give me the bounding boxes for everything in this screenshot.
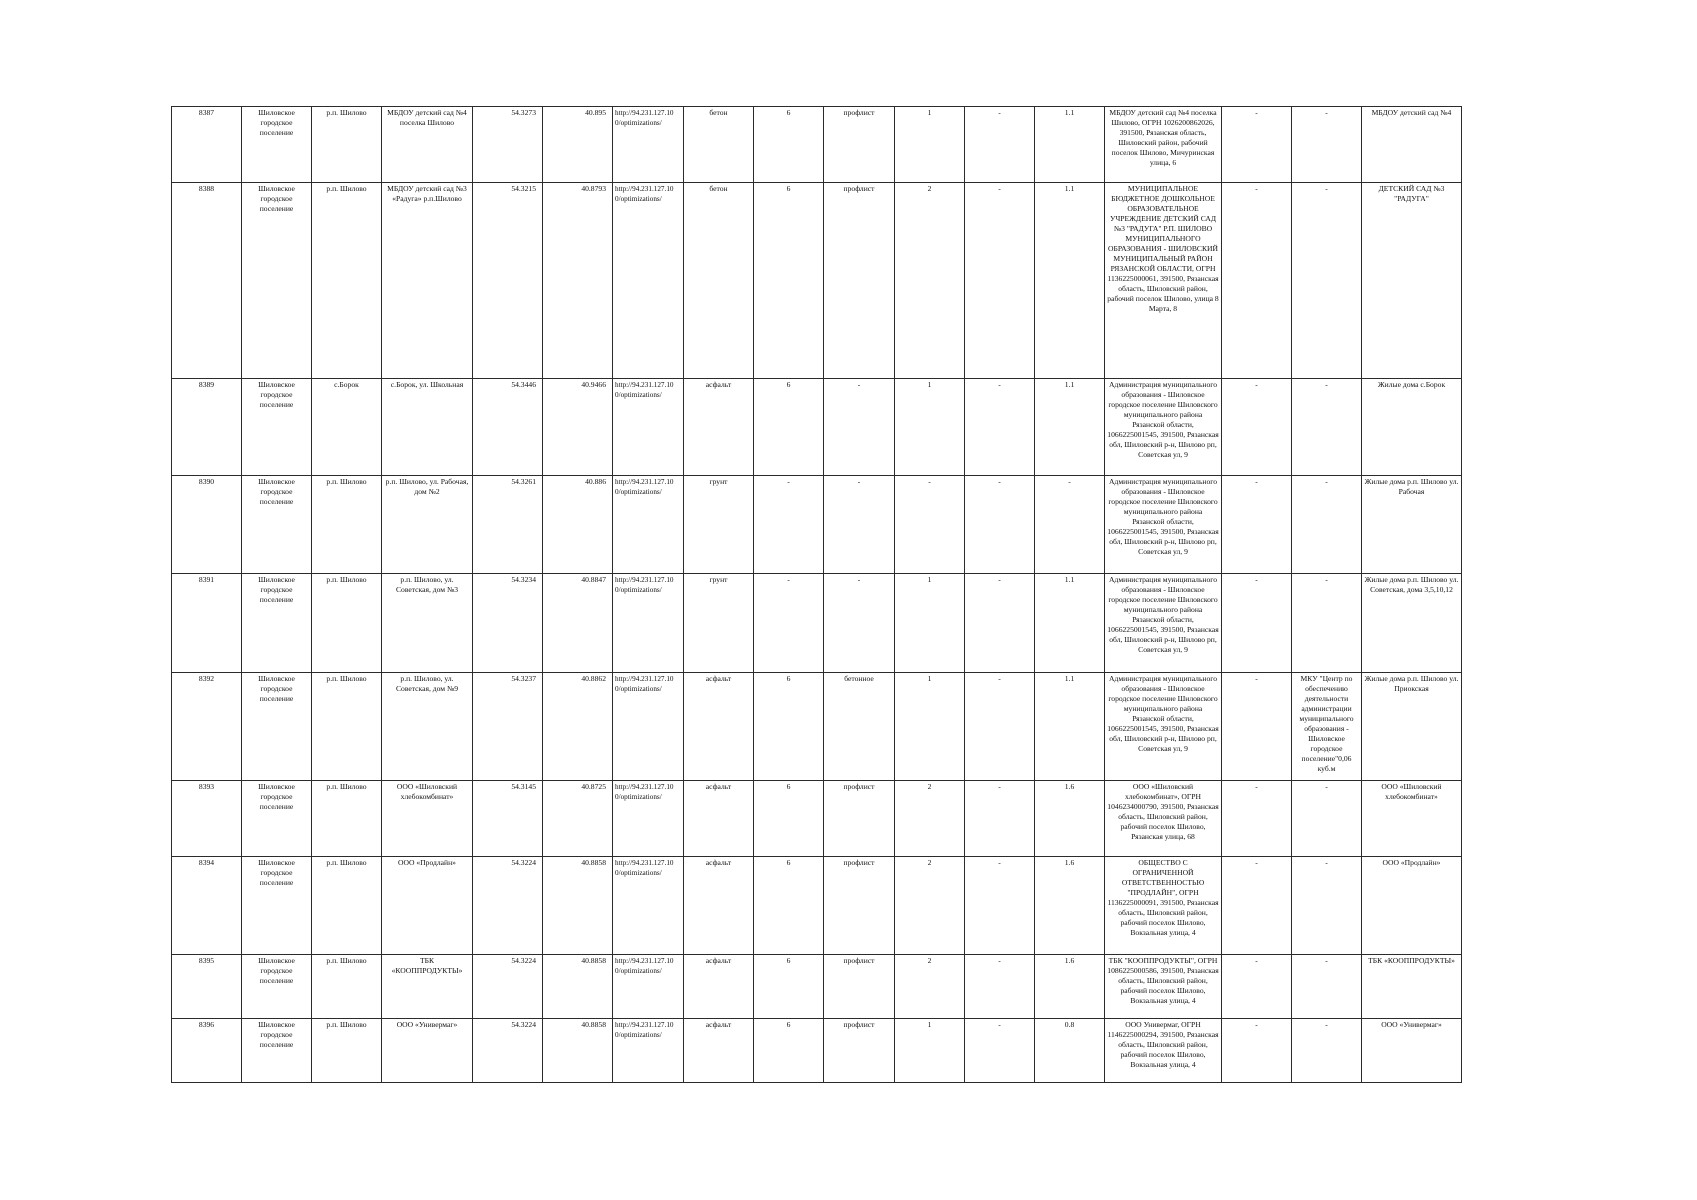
- id-cell: 8387: [172, 107, 242, 183]
- settlement-cell: Шиловское городское поселение: [242, 183, 312, 379]
- settlement-cell: Шиловское городское поселение: [242, 107, 312, 183]
- area-cell: 6: [754, 673, 824, 781]
- longitude-cell: 40.8858: [543, 1019, 613, 1083]
- surface-cell: асфальт: [684, 1019, 754, 1083]
- latitude-cell: 54.3215: [473, 183, 543, 379]
- containers-cell: 2: [895, 183, 965, 379]
- volume-cell: 1.1: [1035, 183, 1105, 379]
- containers-cell: 1: [895, 379, 965, 476]
- settlement-cell: Шиловское городское поселение: [242, 1019, 312, 1083]
- owner-cell: МУНИЦИПАЛЬНОЕ БЮДЖЕТНОЕ ДОШКОЛЬНОЕ ОБРАЗОВАТЕЛЬНОЕ УЧРЕЖДЕНИЕ ДЕТСКИЙ САД №3 "РАДУГА" Р.П. ШИЛОВО МУНИЦИПАЛЬНОГО ОБРАЗОВАНИЯ - ШИЛОВСКИЙ МУНИЦИПАЛЬНЫЙ РАЙОН РЯЗАНСКОЙ ОБЛАСТИ, ОГРН 1136225000061, 391500, Рязанская область, Шиловский район, рабочий поселок Шилово, улица 8 Марта, 8: [1105, 183, 1222, 379]
- table-row: [172, 476, 1462, 574]
- id-cell: 8394: [172, 857, 242, 955]
- volume-cell: 1.1: [1035, 673, 1105, 781]
- bunkers-cell: -: [965, 183, 1035, 379]
- url-cell: http://94.231.127.10 0/optimizations/: [613, 955, 684, 1019]
- locality-cell: р.п. Шилово: [312, 955, 382, 1019]
- object-cell: МБДОУ детский сад №4 поселка Шилово: [382, 107, 473, 183]
- object-cell: с.Борок, ул. Школьная: [382, 379, 473, 476]
- containers-cell: 2: [895, 955, 965, 1019]
- col16-cell: -: [1292, 955, 1362, 1019]
- area-cell: 6: [754, 379, 824, 476]
- settlement-cell: Шиловское городское поселение: [242, 476, 312, 574]
- locality-cell: р.п. Шилово: [312, 673, 382, 781]
- containers-cell: 1: [895, 107, 965, 183]
- source-cell: ООО «Продлайн»: [1362, 857, 1462, 955]
- col16-cell: -: [1292, 781, 1362, 857]
- latitude-cell: 54.3224: [473, 1019, 543, 1083]
- owner-cell: Администрация муниципального образования - Шиловское городское поселение Шиловского муниципального района Рязанской области, 1066225001545, 391500, Рязанская обл, Шиловский р-н, Шилово рп, Советская ул, 9: [1105, 673, 1222, 781]
- longitude-cell: 40.8858: [543, 857, 613, 955]
- settlement-cell: Шиловское городское поселение: [242, 574, 312, 673]
- source-cell: Жилые дома р.п. Шилово ул. Рабочая: [1362, 476, 1462, 574]
- longitude-cell: 40.9466: [543, 379, 613, 476]
- object-cell: ООО «Шиловский хлебокомбинат»: [382, 781, 473, 857]
- settlement-cell: Шиловское городское поселение: [242, 781, 312, 857]
- locality-cell: р.п. Шилово: [312, 857, 382, 955]
- surface-cell: асфальт: [684, 673, 754, 781]
- fence-cell: бетонное: [824, 673, 895, 781]
- id-cell: 8388: [172, 183, 242, 379]
- fence-cell: профлист: [824, 857, 895, 955]
- fence-cell: профлист: [824, 781, 895, 857]
- id-cell: 8389: [172, 379, 242, 476]
- surface-cell: асфальт: [684, 955, 754, 1019]
- settlement-cell: Шиловское городское поселение: [242, 673, 312, 781]
- url-cell: http://94.231.127.10 0/optimizations/: [613, 379, 684, 476]
- col15-cell: -: [1222, 781, 1292, 857]
- id-cell: 8392: [172, 673, 242, 781]
- source-cell: МБДОУ детский сад №4: [1362, 107, 1462, 183]
- owner-cell: Администрация муниципального образования - Шиловское городское поселение Шиловского муниципального района Рязанской области, 1066225001545, 391500, Рязанская обл, Шиловский р-н, Шилово рп, Советская ул, 9: [1105, 574, 1222, 673]
- fence-cell: профлист: [824, 955, 895, 1019]
- table-row: [172, 857, 1462, 955]
- area-cell: -: [754, 476, 824, 574]
- col15-cell: -: [1222, 379, 1292, 476]
- longitude-cell: 40.895: [543, 107, 613, 183]
- id-cell: 8390: [172, 476, 242, 574]
- table-row: [172, 1019, 1462, 1083]
- area-cell: -: [754, 574, 824, 673]
- volume-cell: 1.6: [1035, 857, 1105, 955]
- containers-cell: -: [895, 476, 965, 574]
- col15-cell: -: [1222, 857, 1292, 955]
- containers-cell: 2: [895, 781, 965, 857]
- url-cell: http://94.231.127.10 0/optimizations/: [613, 107, 684, 183]
- url-cell: http://94.231.127.10 0/optimizations/: [613, 781, 684, 857]
- bunkers-cell: -: [965, 574, 1035, 673]
- url-cell: http://94.231.127.10 0/optimizations/: [613, 183, 684, 379]
- bunkers-cell: -: [965, 1019, 1035, 1083]
- area-cell: 6: [754, 107, 824, 183]
- latitude-cell: 54.3145: [473, 781, 543, 857]
- owner-cell: ООО Универмаг, ОГРН 1146225000294, 391500, Рязанская область, Шиловский район, рабочий поселок Шилово, Вокзальная улица, 4: [1105, 1019, 1222, 1083]
- object-cell: р.п. Шилово, ул. Советская, дом №9: [382, 673, 473, 781]
- area-cell: 6: [754, 183, 824, 379]
- locality-cell: р.п. Шилово: [312, 476, 382, 574]
- object-cell: МБДОУ детский сад №3 «Радуга» р.п.Шилово: [382, 183, 473, 379]
- surface-cell: бетон: [684, 183, 754, 379]
- fence-cell: -: [824, 476, 895, 574]
- longitude-cell: 40.8793: [543, 183, 613, 379]
- area-cell: 6: [754, 781, 824, 857]
- volume-cell: 0.8: [1035, 1019, 1105, 1083]
- settlement-cell: Шиловское городское поселение: [242, 379, 312, 476]
- table-row: [172, 574, 1462, 673]
- containers-cell: 1: [895, 673, 965, 781]
- source-cell: Жилые дома с.Борок: [1362, 379, 1462, 476]
- col16-cell: МКУ "Центр по обеспечению деятельности администрации муниципального образования - Шиловское городское поселение"0,06 куб.м: [1292, 673, 1362, 781]
- col16-cell: -: [1292, 379, 1362, 476]
- fence-cell: профлист: [824, 107, 895, 183]
- url-cell: http://94.231.127.10 0/optimizations/: [613, 673, 684, 781]
- bunkers-cell: -: [965, 107, 1035, 183]
- longitude-cell: 40.8862: [543, 673, 613, 781]
- object-cell: ТБК «КООППРОДУКТЫ»: [382, 955, 473, 1019]
- latitude-cell: 54.3224: [473, 857, 543, 955]
- table-body: [172, 107, 1462, 1083]
- locality-cell: р.п. Шилово: [312, 574, 382, 673]
- locality-cell: р.п. Шилово: [312, 781, 382, 857]
- volume-cell: 1.1: [1035, 574, 1105, 673]
- table-row: [172, 183, 1462, 379]
- locality-cell: р.п. Шилово: [312, 107, 382, 183]
- col15-cell: -: [1222, 107, 1292, 183]
- col15-cell: -: [1222, 673, 1292, 781]
- owner-cell: ООО «Шиловский хлебокомбинат», ОГРН 1046234000790, 391500, Рязанская область, Шиловский район, рабочий поселок Шилово, Рязанская улица, 68: [1105, 781, 1222, 857]
- table-row: [172, 673, 1462, 781]
- col15-cell: -: [1222, 1019, 1292, 1083]
- owner-cell: ОБЩЕСТВО С ОГРАНИЧЕННОЙ ОТВЕТСТВЕННОСТЬЮ "ПРОДЛАЙН", ОГРН 1136225000091, 391500, Рязанская область, Шиловский район, рабочий поселок Шилово, Вокзальная улица, 4: [1105, 857, 1222, 955]
- latitude-cell: 54.3237: [473, 673, 543, 781]
- fence-cell: -: [824, 574, 895, 673]
- object-cell: р.п. Шилово, ул. Советская, дом №3: [382, 574, 473, 673]
- locality-cell: р.п. Шилово: [312, 183, 382, 379]
- registry-table: [171, 106, 1462, 1083]
- longitude-cell: 40.886: [543, 476, 613, 574]
- settlement-cell: Шиловское городское поселение: [242, 955, 312, 1019]
- area-cell: 6: [754, 955, 824, 1019]
- settlement-cell: Шиловское городское поселение: [242, 857, 312, 955]
- owner-cell: ТБК "КООППРОДУКТЫ", ОГРН 1086225000586, 391500, Рязанская область, Шиловский район, рабочий поселок Шилово, Вокзальная улица, 4: [1105, 955, 1222, 1019]
- source-cell: ДЕТСКИЙ САД №3 "РАДУГА": [1362, 183, 1462, 379]
- col15-cell: -: [1222, 183, 1292, 379]
- owner-cell: Администрация муниципального образования - Шиловское городское поселение Шиловского муниципального района Рязанской области, 1066225001545, 391500, Рязанская обл, Шиловский р-н, Шилово рп, Советская ул, 9: [1105, 476, 1222, 574]
- surface-cell: грунт: [684, 574, 754, 673]
- source-cell: ООО «Универмаг»: [1362, 1019, 1462, 1083]
- col16-cell: -: [1292, 476, 1362, 574]
- latitude-cell: 54.3273: [473, 107, 543, 183]
- source-cell: Жилые дома р.п. Шилово ул. Советская, дома 3,5,10,12: [1362, 574, 1462, 673]
- volume-cell: -: [1035, 476, 1105, 574]
- locality-cell: с.Борок: [312, 379, 382, 476]
- area-cell: 6: [754, 1019, 824, 1083]
- latitude-cell: 54.3224: [473, 955, 543, 1019]
- object-cell: р.п. Шилово, ул. Рабочая, дом №2: [382, 476, 473, 574]
- fence-cell: профлист: [824, 1019, 895, 1083]
- volume-cell: 1.6: [1035, 955, 1105, 1019]
- containers-cell: 1: [895, 574, 965, 673]
- col16-cell: -: [1292, 1019, 1362, 1083]
- surface-cell: бетон: [684, 107, 754, 183]
- url-cell: http://94.231.127.10 0/optimizations/: [613, 476, 684, 574]
- owner-cell: МБДОУ детский сад №4 поселка Шилово, ОГРН 1026200862026, 391500, Рязанская область, Шиловский район, рабочий поселок Шилово, Мичуринская улица, 6: [1105, 107, 1222, 183]
- col16-cell: -: [1292, 574, 1362, 673]
- object-cell: ООО «Универмаг»: [382, 1019, 473, 1083]
- surface-cell: грунт: [684, 476, 754, 574]
- url-cell: http://94.231.127.10 0/optimizations/: [613, 574, 684, 673]
- source-cell: Жилые дома р.п. Шилово ул. Приокская: [1362, 673, 1462, 781]
- containers-cell: 1: [895, 1019, 965, 1083]
- latitude-cell: 54.3446: [473, 379, 543, 476]
- id-cell: 8396: [172, 1019, 242, 1083]
- bunkers-cell: -: [965, 857, 1035, 955]
- table-row: [172, 379, 1462, 476]
- object-cell: ООО «Продлайн»: [382, 857, 473, 955]
- source-cell: ООО «Шиловский хлебокомбинат»: [1362, 781, 1462, 857]
- longitude-cell: 40.8725: [543, 781, 613, 857]
- table-row: [172, 955, 1462, 1019]
- url-cell: http://94.231.127.10 0/optimizations/: [613, 1019, 684, 1083]
- table-row: [172, 107, 1462, 183]
- bunkers-cell: -: [965, 781, 1035, 857]
- id-cell: 8395: [172, 955, 242, 1019]
- fence-cell: профлист: [824, 183, 895, 379]
- url-cell: http://94.231.127.10 0/optimizations/: [613, 857, 684, 955]
- table-row: [172, 781, 1462, 857]
- id-cell: 8393: [172, 781, 242, 857]
- bunkers-cell: -: [965, 379, 1035, 476]
- surface-cell: асфальт: [684, 379, 754, 476]
- surface-cell: асфальт: [684, 781, 754, 857]
- latitude-cell: 54.3261: [473, 476, 543, 574]
- id-cell: 8391: [172, 574, 242, 673]
- volume-cell: 1.6: [1035, 781, 1105, 857]
- col16-cell: -: [1292, 857, 1362, 955]
- volume-cell: 1.1: [1035, 379, 1105, 476]
- bunkers-cell: -: [965, 673, 1035, 781]
- fence-cell: -: [824, 379, 895, 476]
- longitude-cell: 40.8847: [543, 574, 613, 673]
- source-cell: ТБК «КООППРОДУКТЫ»: [1362, 955, 1462, 1019]
- longitude-cell: 40.8858: [543, 955, 613, 1019]
- volume-cell: 1.1: [1035, 107, 1105, 183]
- locality-cell: р.п. Шилово: [312, 1019, 382, 1083]
- col16-cell: -: [1292, 183, 1362, 379]
- col15-cell: -: [1222, 955, 1292, 1019]
- col15-cell: -: [1222, 476, 1292, 574]
- col15-cell: -: [1222, 574, 1292, 673]
- latitude-cell: 54.3234: [473, 574, 543, 673]
- document-page: [171, 106, 1461, 1083]
- bunkers-cell: -: [965, 955, 1035, 1019]
- surface-cell: асфальт: [684, 857, 754, 955]
- area-cell: 6: [754, 857, 824, 955]
- owner-cell: Администрация муниципального образования - Шиловское городское поселение Шиловского муниципального района Рязанской области, 1066225001545, 391500, Рязанская обл, Шиловский р-н, Шилово рп, Советская ул, 9: [1105, 379, 1222, 476]
- col16-cell: -: [1292, 107, 1362, 183]
- bunkers-cell: -: [965, 476, 1035, 574]
- containers-cell: 2: [895, 857, 965, 955]
